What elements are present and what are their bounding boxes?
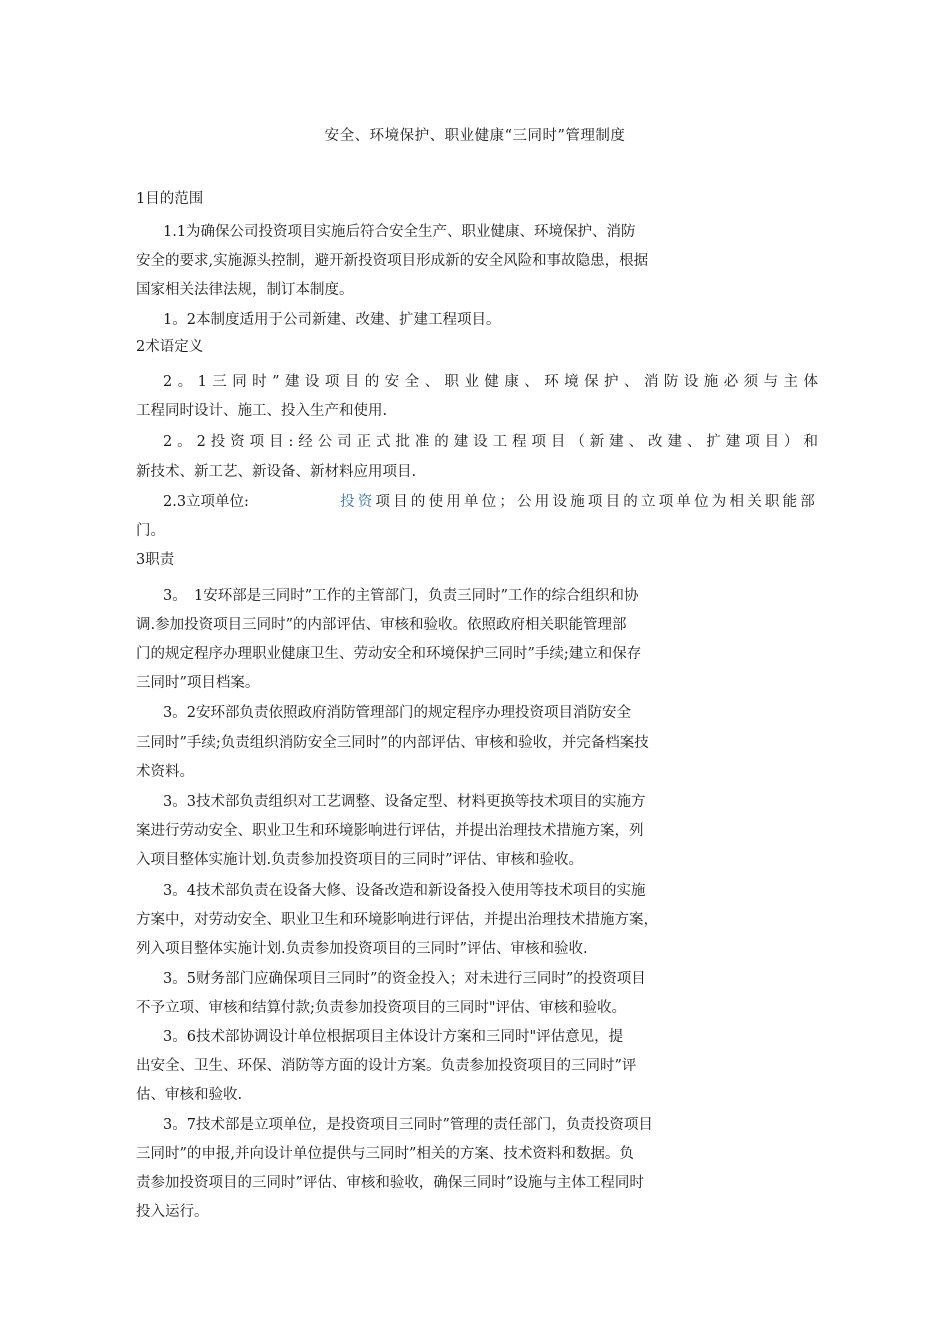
clause-prefix: 2.3立项单位: [163, 494, 249, 510]
paragraph-line: 入项目整体实施计划.负责参加投资项目的三同时”评估、审核和验收。 [136, 852, 584, 868]
clause-text: 项目的使用单位；公用设施项目的立项单位为相关职能部 [375, 494, 818, 510]
paragraph-line: 门。 [136, 523, 165, 539]
paragraph-line: 门的规定程序办理职业健康卫生、劳动安全和环境保护三同时”手续;建立和保存 [136, 646, 642, 662]
section-heading: 2术语定义 [136, 339, 204, 355]
paragraph-line: 新技术、新工艺、新设备、新材料应用项目. [136, 464, 417, 480]
paragraph-line: 三同时”项目档案。 [136, 675, 260, 691]
paragraph-line: 2。1三同时”建设项目的安全、职业健康、环境保护、消防设施必须与主体 [163, 374, 818, 390]
section-heading: 1目的范围 [136, 191, 204, 207]
paragraph-line [163, 492, 818, 512]
paragraph-line: 出安全、卫生、环保、消防等方面的设计方案。负责参加投资项目的三同时”评 [136, 1058, 637, 1074]
paragraph-line: 投入运行。 [136, 1204, 209, 1220]
paragraph-line: 案进行劳动安全、职业卫生和环境影响进行评估，并提出治理技术措施方案，列 [136, 823, 644, 839]
paragraph-line: 3。5财务部门应确保项目三同时”的资金投入；对未进行三同时”的投资项目 [163, 971, 646, 987]
paragraph-line: 3。7技术部是立项单位，是投资项目三同时”管理的责任部门，负责投资项目 [163, 1117, 653, 1133]
paragraph-line: 方案中，对劳动安全、职业卫生和环境影响进行评估，并提出治理技术措施方案， [136, 912, 658, 928]
paragraph-line: 估、审核和验收. [136, 1087, 243, 1103]
paragraph-line: 三同时”手续;负责组织消防安全三同时”的内部评估、审核和验收，并完备档案技 [136, 735, 649, 751]
paragraph-line: 调.参加投资项目三同时”的内部评估、审核和验收。依照政府相关职能管理部 [136, 617, 627, 633]
paragraph-line: 1.1为确保公司投资项目实施后符合安全生产、职业健康、环境保护、消防 [163, 224, 636, 240]
document-title: 安全、环境保护、职业健康“三同时”管理制度 [324, 128, 626, 144]
paragraph-line: 三同时”的申报,并向设计单位提供与三同时”相关的方案、技术资料和数据。负 [136, 1146, 634, 1162]
investment-link[interactable]: 投资 [340, 494, 376, 510]
paragraph-line: 3。 1安环部是三同时”工作的主管部门，负责三同时”工作的综合组织和协 [163, 588, 639, 604]
section-heading: 3职责 [136, 552, 175, 568]
paragraph-line: 3。6技术部协调设计单位根据项目主体设计方案和三同时"评估意见，提 [163, 1029, 624, 1045]
paragraph-line: 工程同时设计、施工、投入生产和使用. [136, 403, 388, 419]
paragraph-line: 2。2投资项目:经公司正式批准的建设工程项目（新建、改建、扩建项目）和 [163, 434, 818, 450]
paragraph-line: 责参加投资项目的三同时”评估、审核和验收，确保三同时”设施与主体工程同时 [136, 1175, 644, 1191]
paragraph-line: 列入项目整体实施计划.负责参加投资项目的三同时”评估、审核和验收. [136, 941, 588, 957]
paragraph-line: 3。3技术部负责组织对工艺调整、设备定型、材料更换等技术项目的实施方 [163, 794, 646, 810]
paragraph-line: 术资料。 [136, 764, 194, 780]
paragraph-line: 1。2本制度适用于公司新建、改建、扩建工程项目。 [163, 312, 501, 328]
paragraph-line: 3。4技术部负责在设备大修、设备改造和新设备投入使用等技术项目的实施 [163, 883, 646, 899]
paragraph-line: 国家相关法律法规，制订本制度。 [136, 282, 354, 298]
paragraph-line: 3。2安环部负责依照政府消防管理部门的规定程序办理投资项目消防安全 [163, 705, 631, 721]
paragraph-line: 安全的要求,实施源头控制，避开新投资项目形成新的安全风险和事故隐患，根据 [136, 253, 649, 269]
paragraph-line: 不予立项、审核和结算付款;负责参加投资项目的三同时"评估、审核和验收。 [136, 1000, 627, 1016]
